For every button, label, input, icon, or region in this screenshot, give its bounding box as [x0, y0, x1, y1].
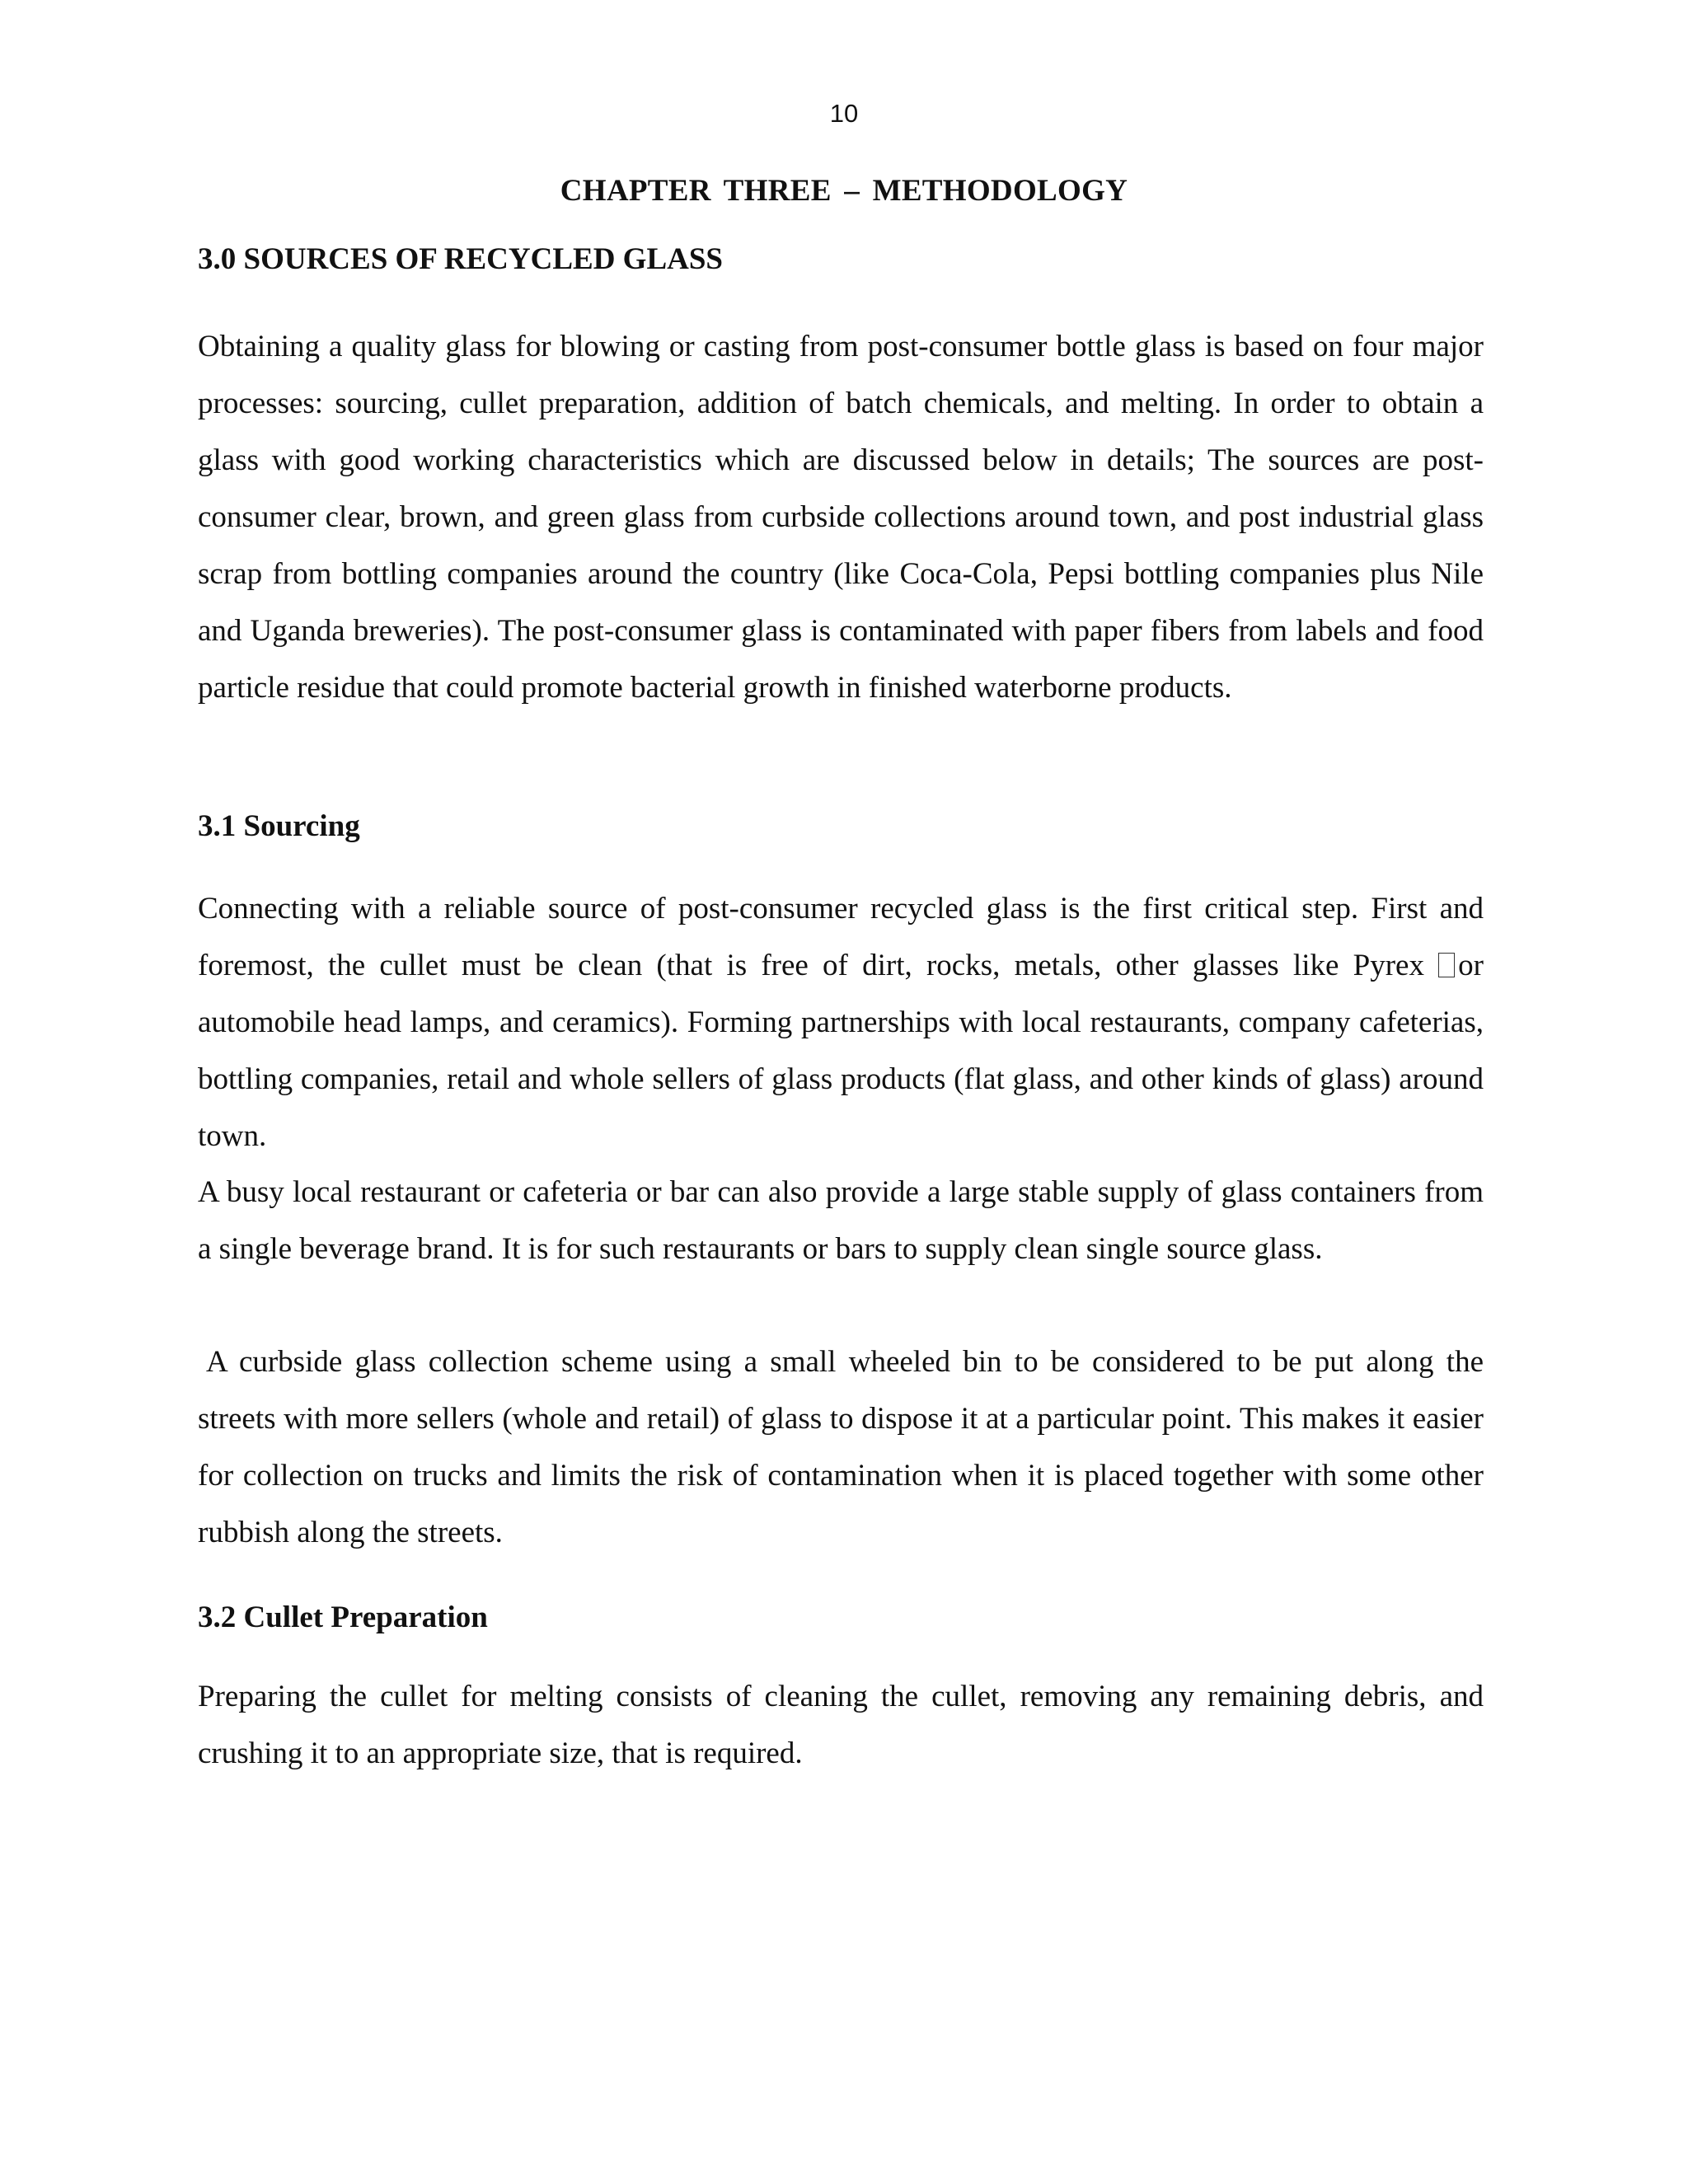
paragraph-cullet-preparation: Preparing the cullet for melting consists of cleaning the cullet, removing any remaining debris, and crushing it to an appropriate size, that is required.	[198, 1680, 1484, 1770]
missing-glyph-icon	[1438, 953, 1455, 977]
paragraph-sourcing-1	[198, 880, 1484, 1165]
page-number: 10	[829, 99, 859, 128]
section-heading-3-0: 3.0 SOURCES OF RECYCLED GLASS	[198, 242, 724, 276]
paragraph-sourcing-1-part-b: or automobile head lamps, and ceramics). Forming partnerships with local restaurants, company cafeterias, bottling companies, retail and whole sellers of glass products (flat glass, and other kinds of glass) around town.	[198, 949, 1484, 1153]
section-heading-3-1: 3.1 Sourcing	[198, 809, 360, 843]
section-heading-3-2: 3.2 Cullet Preparation	[198, 1601, 488, 1634]
paragraph-sourcing-2: A busy local restaurant or cafeteria or bar can also provide a large stable supply of glass containers from a single beverage brand. It is for such restaurants or bars to supply clean single source glass.	[198, 1175, 1484, 1266]
paragraph-sources: Obtaining a quality glass for blowing or casting from post-consumer bottle glass is based on four major processes: sourcing, cullet preparation, addition of batch chemicals, and melting. In order to obtain a glass with good working characteristics which are discussed below in details; The sources are post-consumer clear, brown, and green glass from curbside collections around town, and post industrial glass scrap from bottling companies around the country (like Coca-Cola, Pepsi bottling companies plus Nile and Uganda breweries). The post-consumer glass is contaminated with paper fibers from labels and food particle residue that could promote bacterial growth in finished waterborne products.	[198, 330, 1484, 705]
paragraph-sourcing-1-part-a: Connecting with a reliable source of post-consumer recycled glass is the first critical step. First and foremost, the cullet must be clean (that is free of dirt, rocks, metals, other glasses like Pyrex	[198, 892, 1484, 982]
paragraph-sourcing-3: A curbside glass collection scheme using a small wheeled bin to be considered to be put along the streets with more sellers (whole and retail) of glass to dispose it at a particular point. This makes it easier for collection on trucks and limits the risk of contamination when it is placed together with some other rubbish along the streets.	[198, 1345, 1484, 1549]
chapter-title: CHAPTER THREE – METHODOLOGY	[560, 174, 1128, 208]
